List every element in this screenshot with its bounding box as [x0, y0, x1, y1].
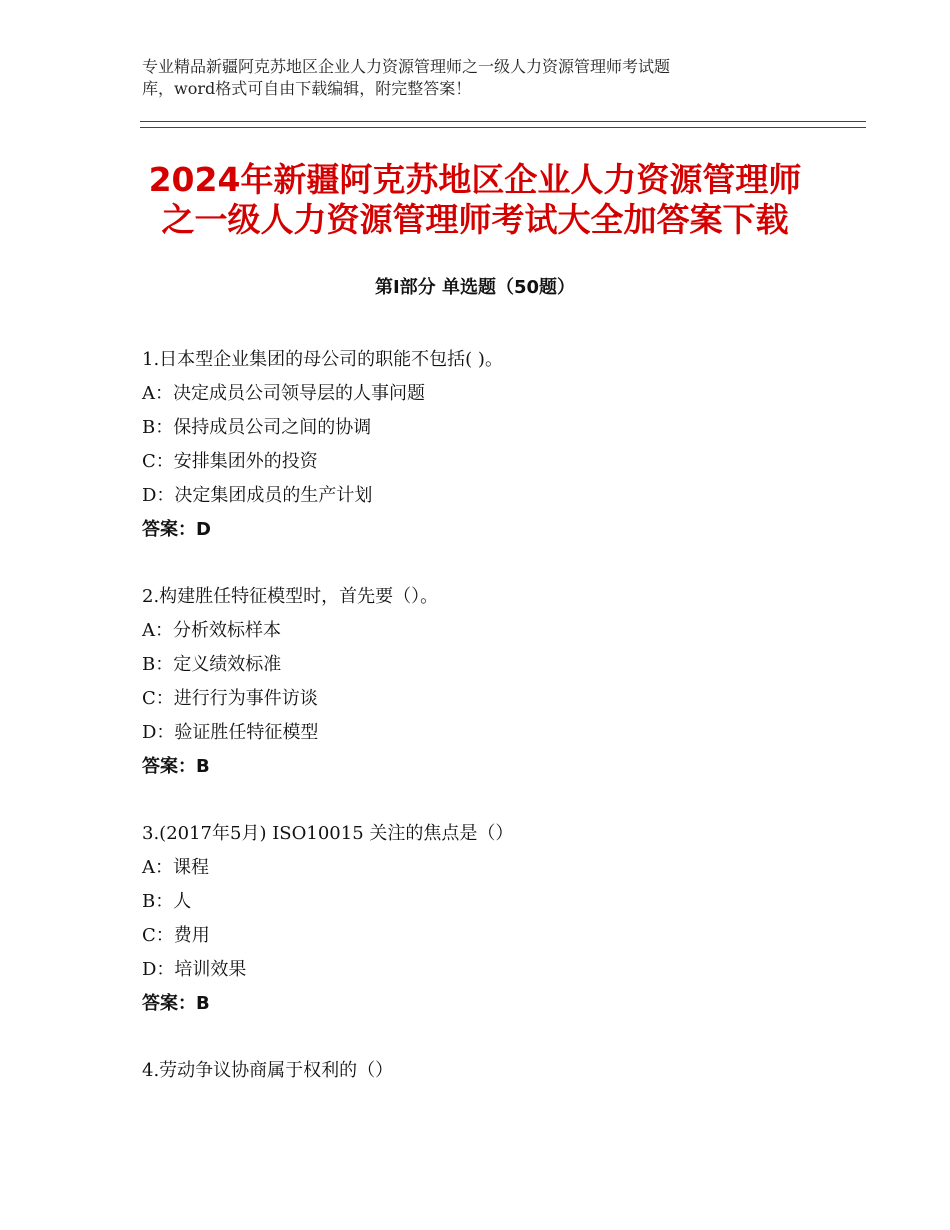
- question-stem: 3.(2017年5月) ISO10015 关注的焦点是（）: [142, 823, 514, 844]
- option-c: C：安排集团外的投资: [142, 451, 318, 472]
- option-d: D：验证胜任特征模型: [142, 722, 319, 743]
- question-2: [142, 580, 862, 784]
- option-d: D：培训效果: [142, 959, 247, 980]
- header-note: [142, 56, 782, 100]
- question-stem: 1.日本型企业集团的母公司的职能不包括( )。: [142, 349, 503, 370]
- question-1: [142, 343, 862, 547]
- option-a: A：决定成员公司领导层的人事问题: [142, 383, 425, 404]
- option-c: C：进行行为事件访谈: [142, 688, 318, 709]
- header-divider: [140, 121, 866, 128]
- answer: 答案：D: [142, 519, 211, 540]
- answer: 答案：B: [142, 756, 210, 777]
- header-note-line-2: 库，word格式可自由下载编辑，附完整答案！: [142, 79, 472, 98]
- question-list: [142, 343, 862, 1121]
- answer: 答案：B: [142, 993, 210, 1014]
- option-c: C：费用: [142, 925, 210, 946]
- document-title: [100, 160, 850, 240]
- option-d: D：决定集团成员的生产计划: [142, 485, 373, 506]
- header-note-line-1: 专业精品新疆阿克苏地区企业人力资源管理师之一级人力资源管理师考试题: [142, 57, 671, 76]
- option-a: A：分析效标样本: [142, 620, 281, 641]
- question-stem: 4.劳动争议协商属于权利的（）: [142, 1060, 394, 1081]
- option-b: B：定义绩效标准: [142, 654, 282, 675]
- option-b: B：人: [142, 891, 192, 912]
- section-heading: 第Ⅰ部分 单选题（50题）: [374, 277, 575, 298]
- document-title-line-2: 之一级人力资源管理师考试大全加答案下载: [161, 200, 789, 239]
- question-4: [142, 1054, 862, 1088]
- question-3: [142, 817, 862, 1021]
- question-stem: 2.构建胜任特征模型时，首先要（）。: [142, 586, 439, 607]
- option-a: A：课程: [142, 857, 209, 878]
- document-title-line-1: 2024年新疆阿克苏地区企业人力资源管理师: [148, 160, 802, 199]
- option-b: B：保持成员公司之间的协调: [142, 417, 372, 438]
